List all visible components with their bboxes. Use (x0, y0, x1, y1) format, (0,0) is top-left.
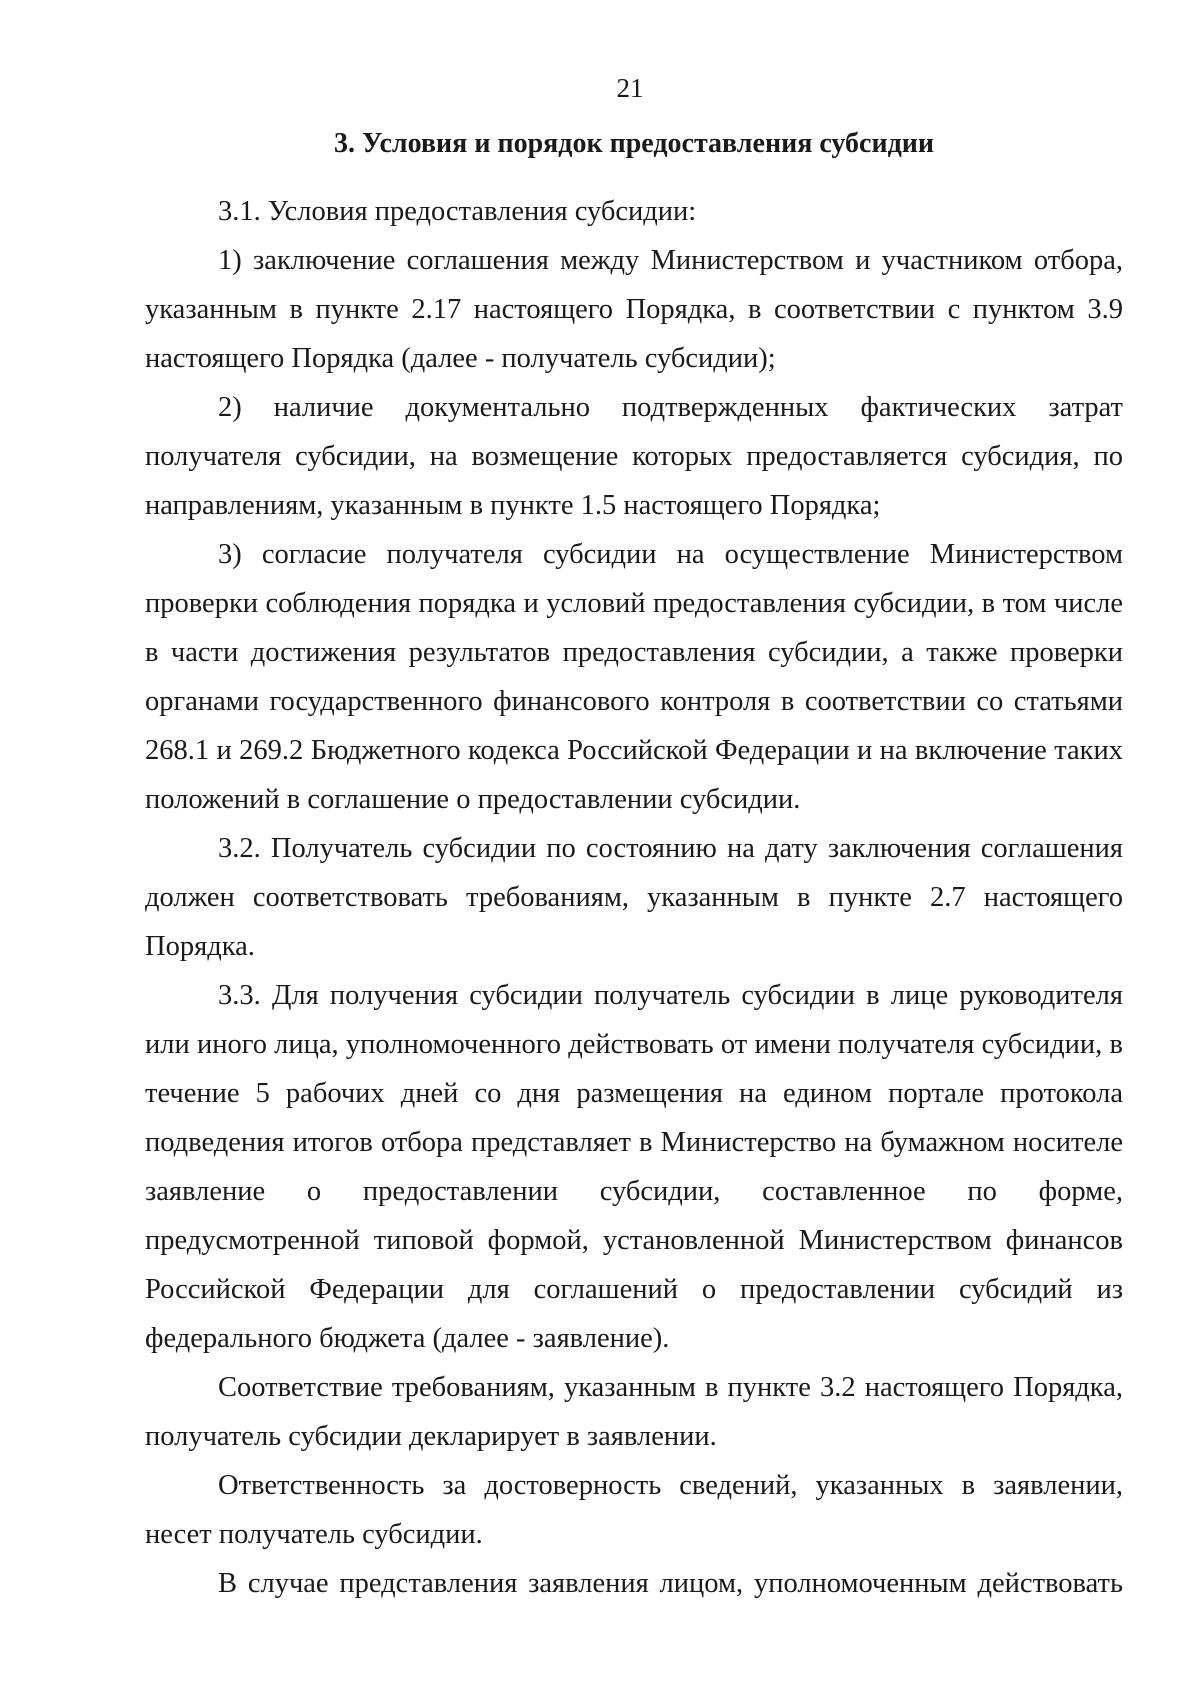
paragraph-condition-2: 2) наличие документально подтвержденных фактических затрат получателя субсидии, на возмещение которых предоставляется субсидия, по направлениям, указанным в пункте 1.5 настоящего Порядка; (145, 392, 1123, 521)
section-heading: 3. Условия и порядок предоставления субсидии (333, 128, 935, 159)
paragraph-compliance-declaration: Соответствие требованиям, указанным в пункте 3.2 настоящего Порядка, получатель субсидии декларирует в заявлении. (145, 1372, 1123, 1452)
paragraph-3-2: 3.2. Получатель субсидии по состоянию на дату заключения соглашения должен соответствовать требованиям, указанным в пункте 2.7 настоящего Порядка. (145, 833, 1123, 962)
paragraph-authorized-person: В случае представления заявления лицом, уполномоченным действовать (218, 1568, 1123, 1599)
paragraph-3-1: 3.1. Условия предоставления субсидии: (218, 196, 697, 227)
document-body (145, 187, 1123, 1608)
page-number: 21 (616, 73, 644, 103)
paragraph-condition-3: 3) согласие получателя субсидии на осуществление Министерством проверки соблюдения порядка и условий предоставления субсидии, в том числе в части достижения результатов предоставления субсидии, а также проверки органами государственного финансового контроля в соответствии со статьями 268.1 и 269.2 Бюджетного кодекса Российской Федерации и на включение таких положений в соглашение о предоставлении субсидии. (145, 539, 1123, 815)
paragraph-condition-1: 1) заключение соглашения между Министерством и участником отбора, указанным в пункте 2.17 настоящего Порядка, в соответствии с пунктом 3.9 настоящего Порядка (далее - получатель субсидии); (145, 245, 1123, 374)
paragraph-3-3: 3.3. Для получения субсидии получатель субсидии в лице руководителя или иного лица, уполномоченного действовать от имени получателя субсидии, в течение 5 рабочих дней со дня размещения на едином портале протокола подведения итогов отбора представляет в Министерство на бумажном носителе заявление о предоставлении субсидии, составленное по форме, предусмотренной типовой формой, установленной Министерством финансов Российской Федерации для соглашений о предоставлении субсидий из федерального бюджета (далее - заявление). (145, 980, 1123, 1354)
paragraph-responsibility: Ответственность за достоверность сведений, указанных в заявлении, несет получатель субсидии. (145, 1470, 1123, 1550)
